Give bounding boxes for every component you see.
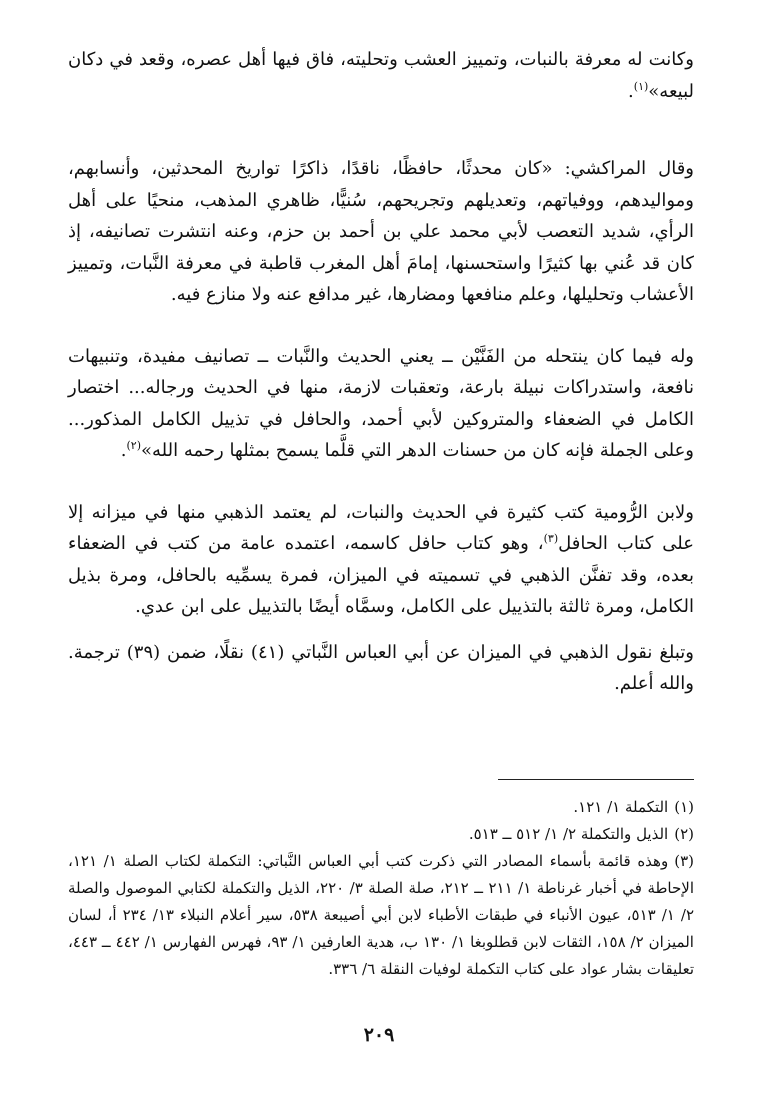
paragraph-4-text-before: ولابن الرُّومية كتب كثيرة في الحديث والنبات، لم يعتمد الذهبي منها في ميزانه إلا على كتاب الحافل [68, 501, 694, 554]
footnote-divider [498, 779, 694, 780]
paragraph-4 [68, 497, 694, 623]
footnote-1-number: (١) [674, 798, 694, 816]
paragraph-3-tail: . [120, 440, 127, 461]
paragraph-1-tail: . [628, 80, 634, 102]
paragraph-3 [68, 341, 694, 467]
footnote-ref-3[interactable]: (٣) [543, 532, 559, 545]
footnote-3-text: وهذه قائمة بأسماء المصادر التي ذكرت كتب أبي العباس النَّباتي: التكملة لكتاب الصلة ١/ ١٢١، الإحاطة في أخبار غرناطة ١/ ٢١١ ــ ٢١٢، صلة الصلة ٣/ ٢٢٠، الذيل والتكملة لكتابي الموصول والصلة ٢/ ١/ ٥١٣، عيون الأنباء في طبقات الأطباء لابن أبي أصيبعة ٥٣٨، سير أعلام النبلاء ١٣/ ٢٣٤ أ، لسان الميزان ٢/ ١٥٨، الثقات لابن قطلوبغا ١/ ١٣٠ ب، هدية العارفين ١/ ٩٣، فهرس الفهارس ١/ ٤٤٢ ــ ٤٤٣، تعليقات بشار عواد على كتاب التكملة لوفيات النقلة ٦/ ٣٣٦. [68, 852, 694, 978]
paragraph-5: وتبلغ نقول الذهبي في الميزان عن أبي العباس النَّباتي (٤١) نقلًا، ضمن (٣٩) ترجمة. والله أعلم. [68, 641, 694, 694]
footnotes [68, 794, 694, 983]
footnote-2-text: الذيل والتكملة ٢/ ١/ ٥١٢ ــ ٥١٣. [468, 825, 669, 843]
footnote-1 [68, 794, 694, 821]
footnote-3 [68, 848, 694, 983]
paragraph-1-text: وكانت له معرفة بالنبات، وتمييز العشب وتحليته، فاق فيها أهل عصره، وقعد في دكان لبيعه» [68, 49, 694, 102]
paragraph-2: وقال المراكشي: «كان محدثًا، حافظًا، ناقدًا، ذاكرًا تواريخ المحدثين، وأنسابهم، ومواليدهم، ووفياتهم، وتعديلهم وتجريحهم، سُنيًّا، ظاهري المذهب، منحيًا على أهل الرأي، شديد التعصب لأبي محمد علي بن أحمد بن حزم، وعنه انتشرت تصانيفه، إذ كان قد عُني بها كثيرًا واستحسنها، إمامَ أهل المغرب قاطبة في معرفة النَّبات، وتمييز الأعشاب وتحليلها، وعلم منافعها ومضارها، غير مدافع عنه ولا منازع فيه. [68, 158, 694, 305]
footnote-ref-1[interactable]: (١) [633, 79, 649, 93]
page-number: ٢٠٩ [363, 1024, 395, 1046]
page-body [68, 44, 694, 978]
paragraph-1 [68, 44, 694, 107]
footnote-ref-2[interactable]: (٢) [126, 439, 142, 452]
footnote-2 [68, 821, 694, 848]
footnote-1-text: التكملة ١/ ١٢١. [573, 798, 669, 816]
footnote-3-number: (٣) [674, 852, 694, 870]
paragraph-4-text-after: ، وهو كتاب حافل كاسمه، اعتمده عامة من كتب في الضعفاء بعده، وقد تفنَّن الذهبي في تسميته في الميزان، فمرة يسمِّيه بالحافل، ومرة بذيل الكامل، ومرة ثالثة بالتذييل على الكامل، وسمَّاه أيضًا بالتذييل على ابن عدي. [68, 533, 694, 617]
paragraph-3-text: وله فيما كان ينتحله من الفَنَّيْن ــ يعني الحديث والنَّبات ــ تصانيف مفيدة، وتنبيهات نافعة، واستدراكات نبيلة بارعة، وتعقبات لازمة، منها في الحديث ورجاله... اختصار الكامل في الضعفاء والمتروكين لأبي أحمد، والحافل في تذييل الكامل المذكور... وعلى الجملة فإنه كان من حسنات الدهر التي قلَّما يسمح بمثلها رحمه الله» [68, 345, 694, 461]
footnote-2-number: (٢) [674, 825, 694, 843]
